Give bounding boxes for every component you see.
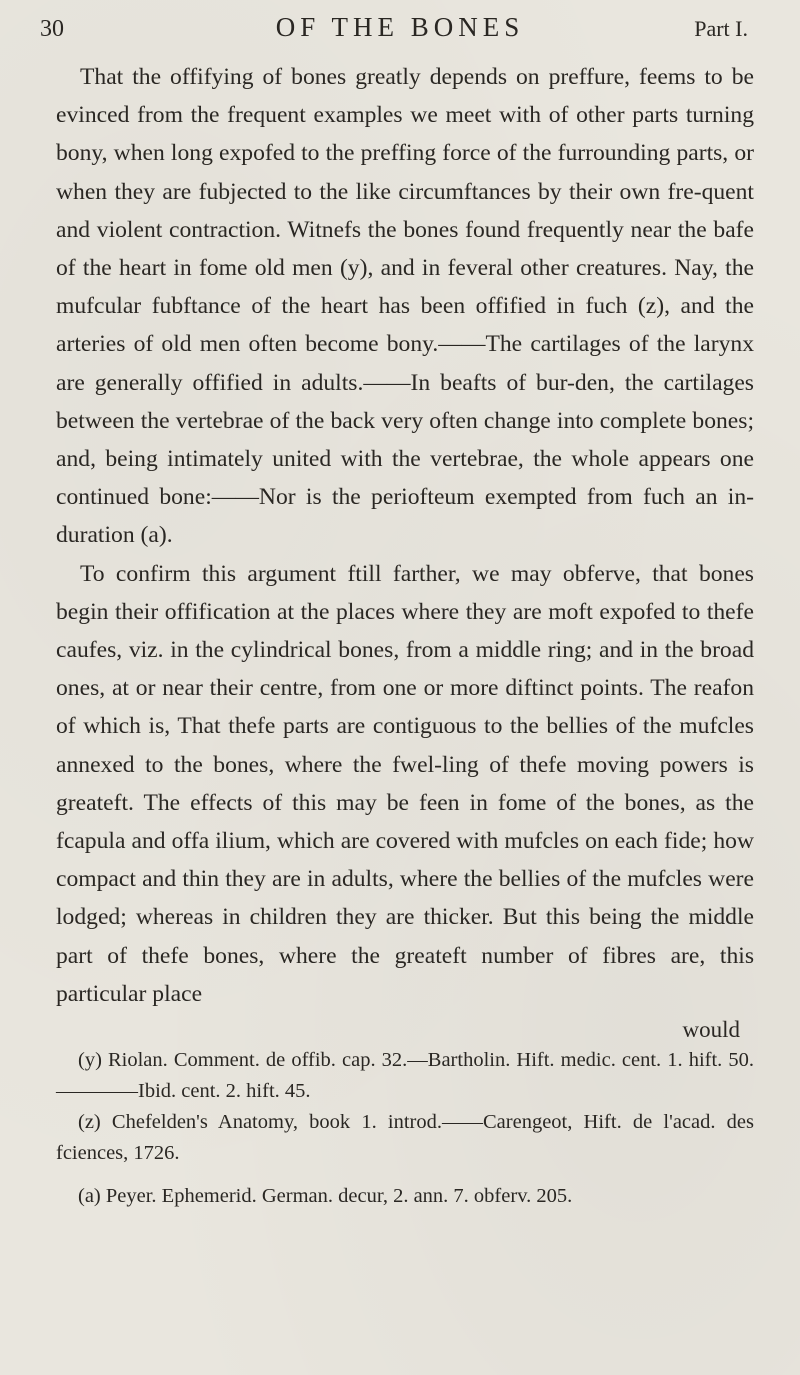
paragraph-ossification-pressure: That the offifying of bones greatly depends on preffure, feems to be evinced from the frequent examples we meet with of other parts turning bony, when long expofed to the preffing force of the furrounding parts, or when they are fubjected to the like circumftances by their own fre-quent and violent contraction. Witnefs the bones found frequently near the bafe of the heart in fome old men (y), and in feveral other creatures. Nay, the mufcular fubftance of the heart has been offified in fuch (z), and the arteries of old men often become bony.——The cartilages of the larynx are generally offified in adults.——In beafts of bur-den, the cartilages between the vertebrae of the back very often change into complete bones; and, being intimately united with the vertebrae, the whole appears one continued bone:——Nor is the periofteum exempted from fuch an in-duration (a). bbox=[56, 64, 754, 549]
footnote-y: (y) Riolan. Comment. de offib. cap. 32.—Bartholin. Hift. medic. cent. 1. hift. 50.————Ibid. cent. 2. hift. 45. bbox=[56, 1049, 754, 1103]
part-label: Part I. bbox=[694, 16, 748, 41]
body-text bbox=[56, 58, 754, 1013]
paragraph-ossification-places: To confirm this argument ftill farther, we may obferve, that bones begin their offification at the places where they are moft expofed to thefe caufes, viz. in the cylindrical bones, from a middle ring; and in the broad ones, at or near their centre, from one or more diftinct points. The reafon of which is, That thefe parts are contiguous to the bellies of the mufcles annexed to the bones, where the fwel-ling of thefe moving powers is greateft. The effects of this may be feen in fome of the bones, as the fcapula and offa ilium, which are covered with mufcles on each fide; how compact and thin they are in adults, where the bellies of the mufcles were lodged; whereas in children they are thicker. But this being the middle part of thefe bones, where the greateft number of fibres are, this particular place bbox=[56, 560, 754, 1007]
footnotes bbox=[56, 1045, 754, 1212]
footnote-z: (z) Chefelden's Anatomy, book 1. introd.——Carengeot, Hift. de l'acad. des fciences, 1726. bbox=[56, 1111, 754, 1165]
running-head bbox=[40, 12, 760, 52]
catchword: would bbox=[682, 1017, 740, 1043]
page-number: 30 bbox=[40, 16, 64, 42]
running-title: OF THE BONES bbox=[275, 12, 525, 42]
footnote-a: (a) Peyer. Ephemerid. German. decur, 2. ann. 7. obferv. 205. bbox=[78, 1185, 573, 1208]
